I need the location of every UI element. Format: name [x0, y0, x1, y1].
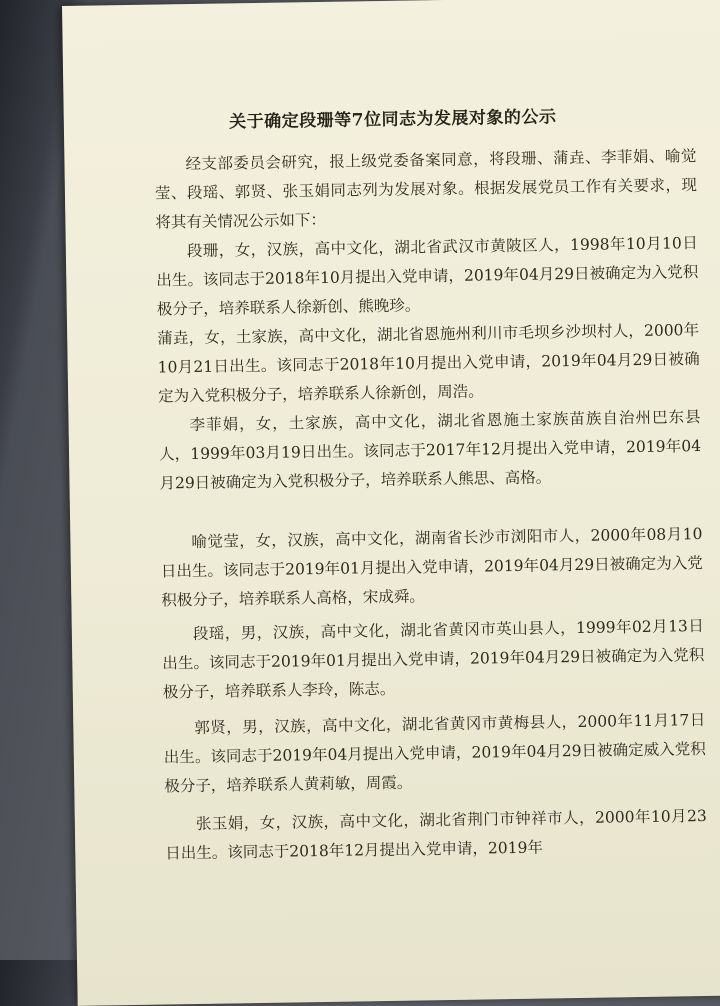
paragraph-duan-shan: 段珊，女，汉族，高中文化，湖北省武汉市黄陂区人，1998年10月10日出生。该同志于2018年10月提出入党申请，2019年04月29日被确定为入党积极分子，培养联系人徐新创、熊晚珍。: [156, 234, 699, 319]
paragraph-guo-xian: 郭贤，男，汉族，高中文化，湖北省黄冈市黄梅县人，2000年11月17日出生。该同志于2019年04月提出入党申请，2019年04月29日被确定威入党积极分子，培养联系人黄莉敏，周霞。: [163, 710, 706, 796]
document-page: [62, 0, 720, 1006]
paragraph-pu-yao: 蒲垚，女，土家族，高中文化，湖北省恩施州利川市毛坝乡沙坝村人，2000年10月21日出生。该同志于2018年10月提出入党申请，2019年04月29日被确定为入党积极分子，培养联系人徐新创，周浩。: [157, 321, 700, 406]
paragraph-duan-yao: 段瑶，男，汉族，高中文化，湖北省黄冈市英山县人，1999年02月13日出生。该同志于2019年01月提出入党申请，2019年04月29日被确定为入党积极分子，培养联系人李玲，陈志。: [162, 616, 705, 702]
paragraph-yu-jueying: 喻觉莹，女，汉族，高中文化，湖南省长沙市浏阳市人，2000年08月10日出生。该同志于2019年01月提出入党申请，2019年04月29日被确定为入党积极分子，培养联系人高格，宋成舜。: [160, 525, 703, 610]
intro-paragraph: 经支部委员会研究，报上级党委备案同意，将段珊、蒲垚、李菲娟、喻觉莹、段瑶、郭贤、张玉娟同志列为发展对象。根据发展党员工作有关要求，现将其有关情况公示如下：: [154, 147, 698, 232]
paragraph-zhang-yujuan: 张玉娟，女，汉族，高中文化，湖北省荆门市钟祥市人，2000年10月23日出生。该同志于2018年12月提出入党申请，2019年: [165, 806, 707, 863]
paragraph-li-feijuan: 李菲娟，女，土家族，高中文化，湖北省恩施土家族苗族自治州巴东县人，1999年03月19日出生。该同志于2017年12月提出入党申请，2019年04月29日被确定为入党积极分子，培养联系人熊思、高格。: [158, 408, 702, 493]
document-title: 关于确定段珊等7位同志为发展对象的公示: [229, 107, 557, 133]
